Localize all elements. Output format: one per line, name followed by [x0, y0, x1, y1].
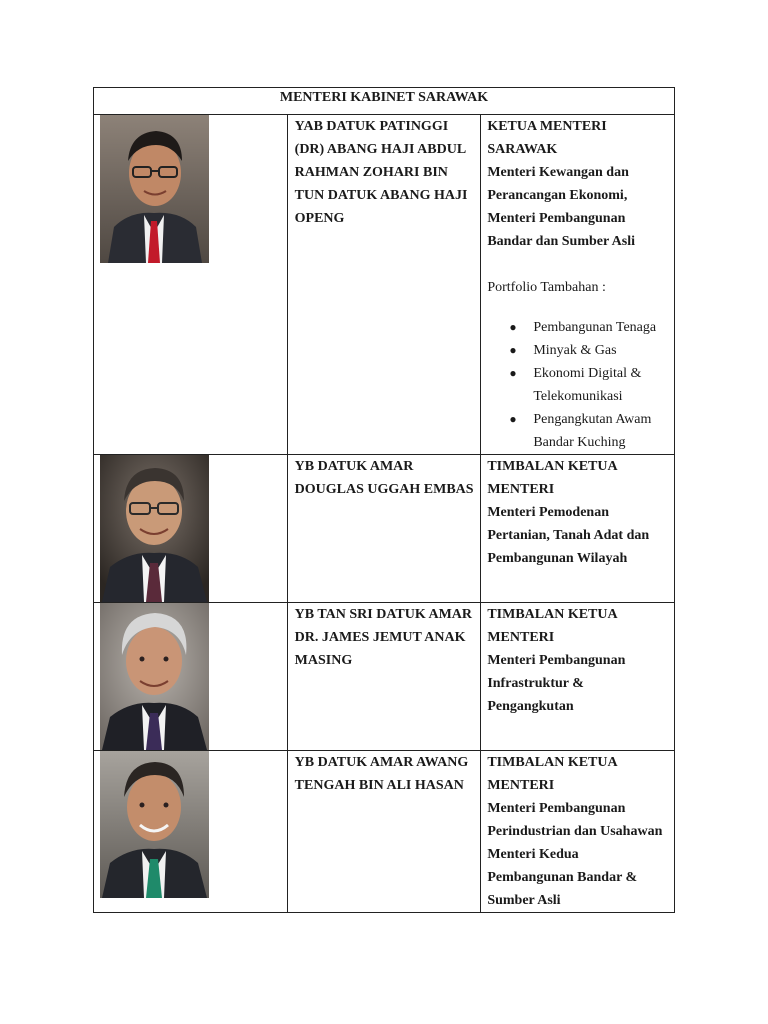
portfolio-line: Menteri Pembangunan Bandar dan Sumber Asli: [487, 211, 636, 249]
list-item: ● Pengangkutan Awam Bandar Kuching: [487, 408, 668, 454]
portfolio-line: Menteri Pembangunan Infrastruktur & Pengangkutan: [487, 653, 626, 714]
position-cell: [481, 751, 675, 913]
portfolio-line: Menteri Pembangunan Perindustrian dan Usahawan: [487, 801, 663, 839]
portrait-image: [100, 751, 209, 898]
bullet-dot-icon: ●: [509, 366, 517, 380]
position-title: TIMBALAN KETUA MENTERI: [487, 459, 617, 497]
name-cell: [287, 455, 481, 603]
table-row: [94, 115, 675, 455]
photo-cell: [94, 455, 288, 603]
portfolio-line: Menteri Kewangan dan Perancangan Ekonomi,: [487, 165, 629, 203]
portrait-image: [100, 115, 209, 263]
photo-cell: [94, 115, 288, 455]
bullet-dot-icon: ●: [509, 412, 517, 426]
position-cell: [481, 115, 675, 455]
extra-portfolio-label: Portfolio Tambahan :: [487, 280, 606, 295]
portrait-image: [100, 455, 209, 602]
position-cell: [481, 603, 675, 751]
list-item: ● Ekonomi Digital & Telekomunikasi: [487, 362, 668, 408]
minister-name: YAB DATUK PATINGGI (DR) ABANG HAJI ABDUL RAHMAN ZOHARI BIN TUN DATUK ABANG HAJI OPENG: [294, 119, 468, 226]
extra-portfolio-list: [487, 316, 668, 454]
minister-name: YB TAN SRI DATUK AMAR DR. JAMES JEMUT ANAK MASING: [294, 607, 473, 668]
name-cell: [287, 603, 481, 751]
position-title: KETUA MENTERI SARAWAK: [487, 119, 607, 157]
portrait-photo-4: [100, 751, 209, 898]
position-cell: [481, 455, 675, 603]
table-row: [94, 455, 675, 603]
photo-cell: [94, 751, 288, 913]
portfolio-line: Menteri Kedua Pembangunan Bandar & Sumber Asli: [487, 847, 638, 908]
table-title: MENTERI KABINET SARAWAK: [94, 88, 675, 115]
table-row: [94, 603, 675, 751]
list-item: ● Pembangunan Tenaga: [487, 316, 668, 339]
portrait-photo-2: [100, 455, 209, 602]
name-cell: [287, 115, 481, 455]
minister-name: YB DATUK AMAR DOUGLAS UGGAH EMBAS: [294, 459, 474, 497]
name-cell: [287, 751, 481, 913]
portfolio-line: Menteri Pemodenan Pertanian, Tanah Adat dan Pembangunan Wilayah: [487, 505, 650, 566]
portrait-image: [100, 603, 209, 750]
photo-cell: [94, 603, 288, 751]
position-title: TIMBALAN KETUA MENTERI: [487, 607, 617, 645]
bullet-dot-icon: ●: [509, 343, 517, 357]
cabinet-table: [93, 87, 675, 913]
bullet-dot-icon: ●: [509, 320, 517, 334]
table-row: [94, 751, 675, 913]
portrait-photo-3: [100, 603, 209, 750]
minister-name: YB DATUK AMAR AWANG TENGAH BIN ALI HASAN: [294, 755, 469, 793]
position-title: TIMBALAN KETUA MENTERI: [487, 755, 617, 793]
portrait-photo-1: [100, 115, 209, 263]
list-item: ● Minyak & Gas: [487, 339, 668, 362]
